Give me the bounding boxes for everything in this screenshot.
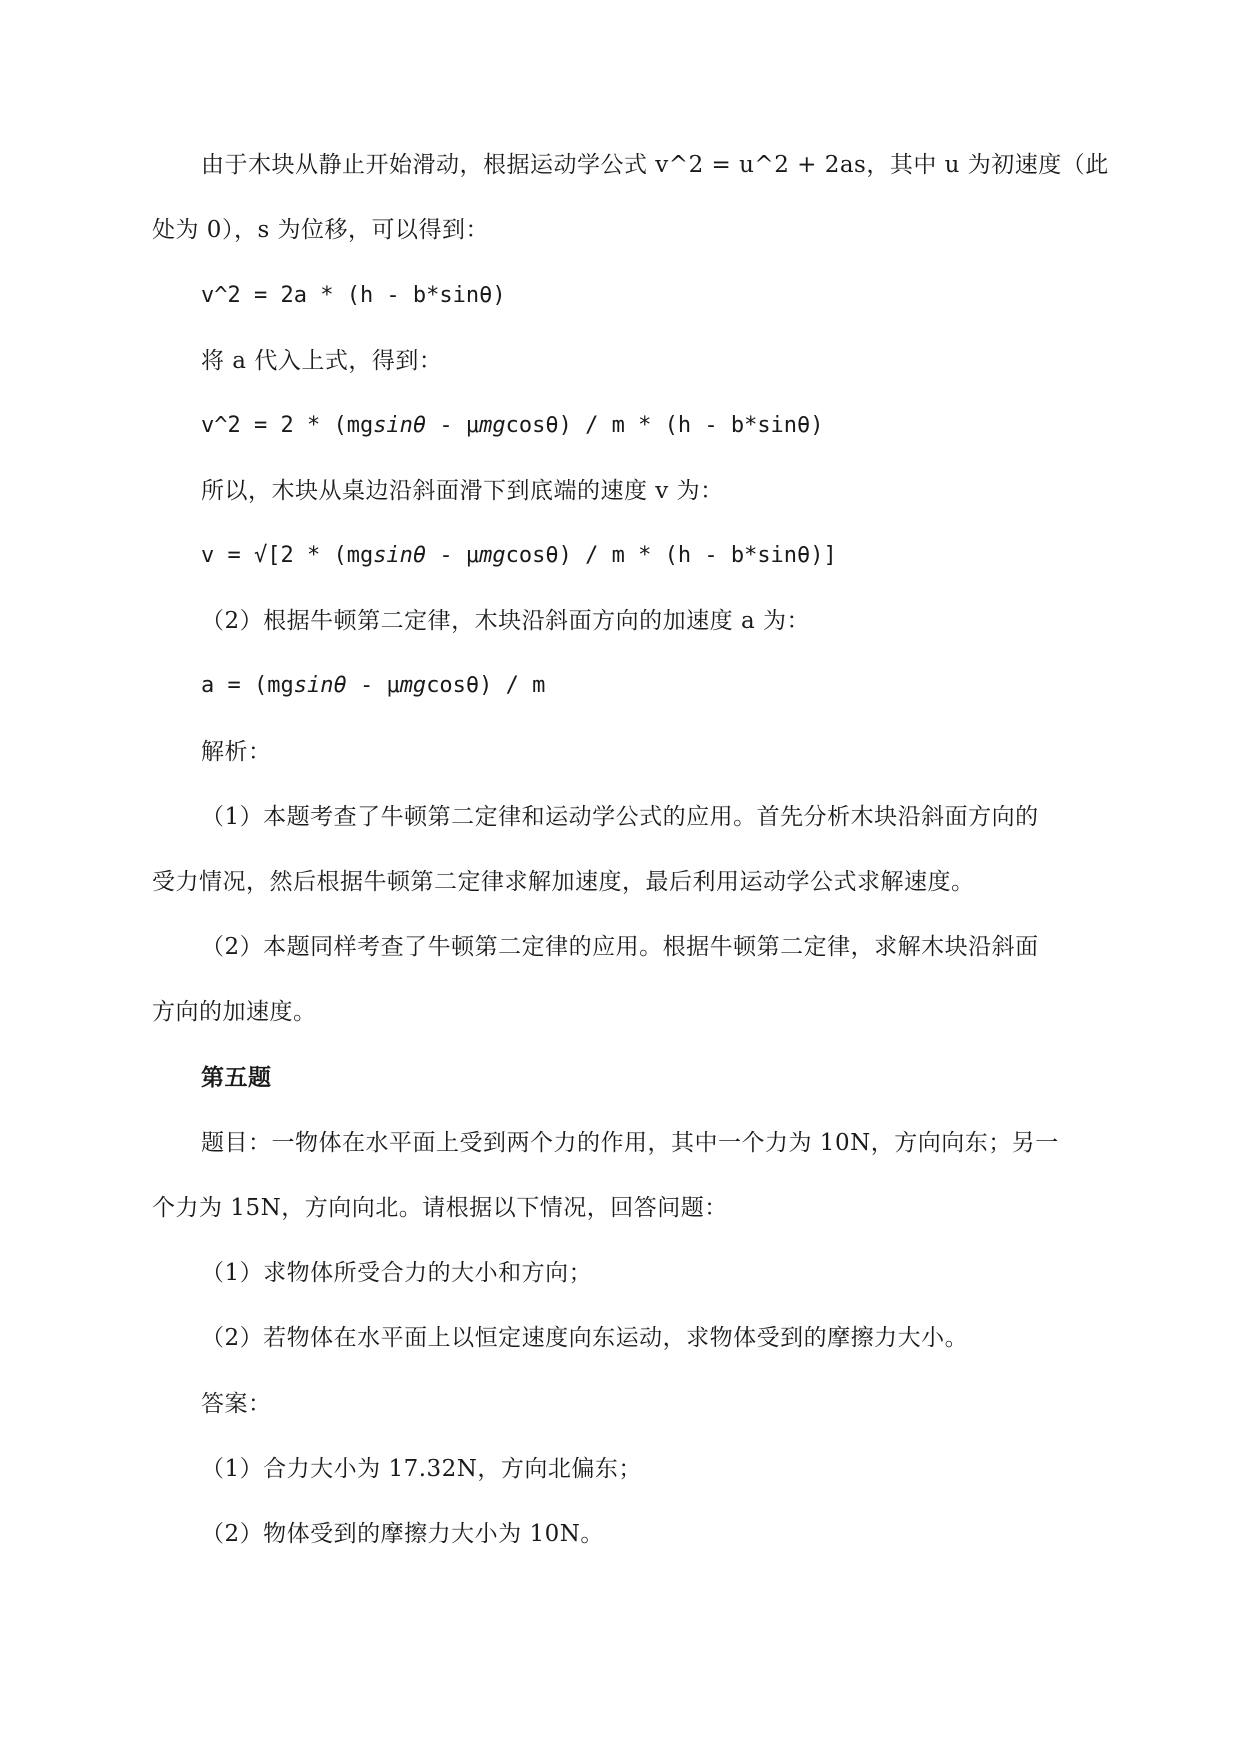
answer-label: 答案：	[201, 1391, 272, 1417]
equation-part: - μ	[426, 413, 480, 438]
equation: v^2 = 2a * (h - b*sinθ)	[201, 283, 506, 308]
equation-part: cosθ) / m	[426, 673, 546, 698]
paragraph-line: 方向的加速度。	[152, 999, 317, 1025]
equation-part: v^2 = 2 * (mg	[201, 413, 374, 438]
equation	[201, 411, 824, 441]
equation-part: - μ	[426, 543, 480, 568]
paragraph-line: （2）根据牛顿第二定律，木块沿斜面方向的加速度 a 为：	[201, 608, 810, 634]
paragraph-line: 由于木块从静止开始滑动，根据运动学公式 v^2 = u^2 + 2as，其中 u 为初速度（此	[201, 152, 1109, 178]
paragraph-line: 将 a 代入上式，得到：	[201, 348, 443, 374]
equation-part: a = (mg	[201, 673, 294, 698]
paragraph-line: 受力情况，然后根据牛顿第二定律求解加速度，最后利用运动学公式求解速度。	[152, 869, 975, 895]
paragraph-line: 处为 0），s 为位移，可以得到：	[152, 217, 490, 243]
answer-item: （1）合力大小为 17.32N，方向北偏东；	[201, 1456, 642, 1482]
equation-part: sinθ	[373, 543, 427, 568]
equation-part: cosθ) / m * (h - b*sinθ)]	[505, 543, 837, 568]
analysis-label: 解析：	[201, 739, 272, 765]
paragraph-line: （2）本题同样考查了牛顿第二定律的应用。根据牛顿第二定律，求解木块沿斜面	[201, 934, 1039, 960]
equation	[201, 671, 545, 701]
answer-item: （2）物体受到的摩擦力大小为 10N。	[201, 1521, 604, 1547]
equation-part: sinθ	[293, 673, 347, 698]
question-item: （1）求物体所受合力的大小和方向；	[201, 1260, 593, 1286]
equation-part: v = √[2 * (mg	[201, 543, 374, 568]
section-title: 第五题	[201, 1065, 272, 1091]
paragraph-line: 所以，木块从桌边沿斜面滑下到底端的速度 v 为：	[201, 478, 724, 504]
equation-part: mg	[399, 673, 427, 698]
paragraph-line: （1）本题考查了牛顿第二定律和运动学公式的应用。首先分析木块沿斜面方向的	[201, 804, 1039, 830]
equation-part: sinθ	[373, 413, 427, 438]
equation-part: mg	[479, 543, 506, 568]
question-line: 个力为 15N，方向向北。请根据以下情况，回答问题：	[152, 1195, 728, 1221]
equation-part: mg	[479, 413, 506, 438]
equation-part: cosθ) / m * (h - b*sinθ)	[505, 413, 824, 438]
equation-part: - μ	[346, 673, 400, 698]
equation	[201, 541, 837, 571]
question-line: 题目：一物体在水平面上受到两个力的作用，其中一个力为 10N，方向向东；另一	[201, 1130, 1059, 1156]
question-item: （2）若物体在水平面上以恒定速度向东运动，求物体受到的摩擦力大小。	[201, 1325, 969, 1351]
